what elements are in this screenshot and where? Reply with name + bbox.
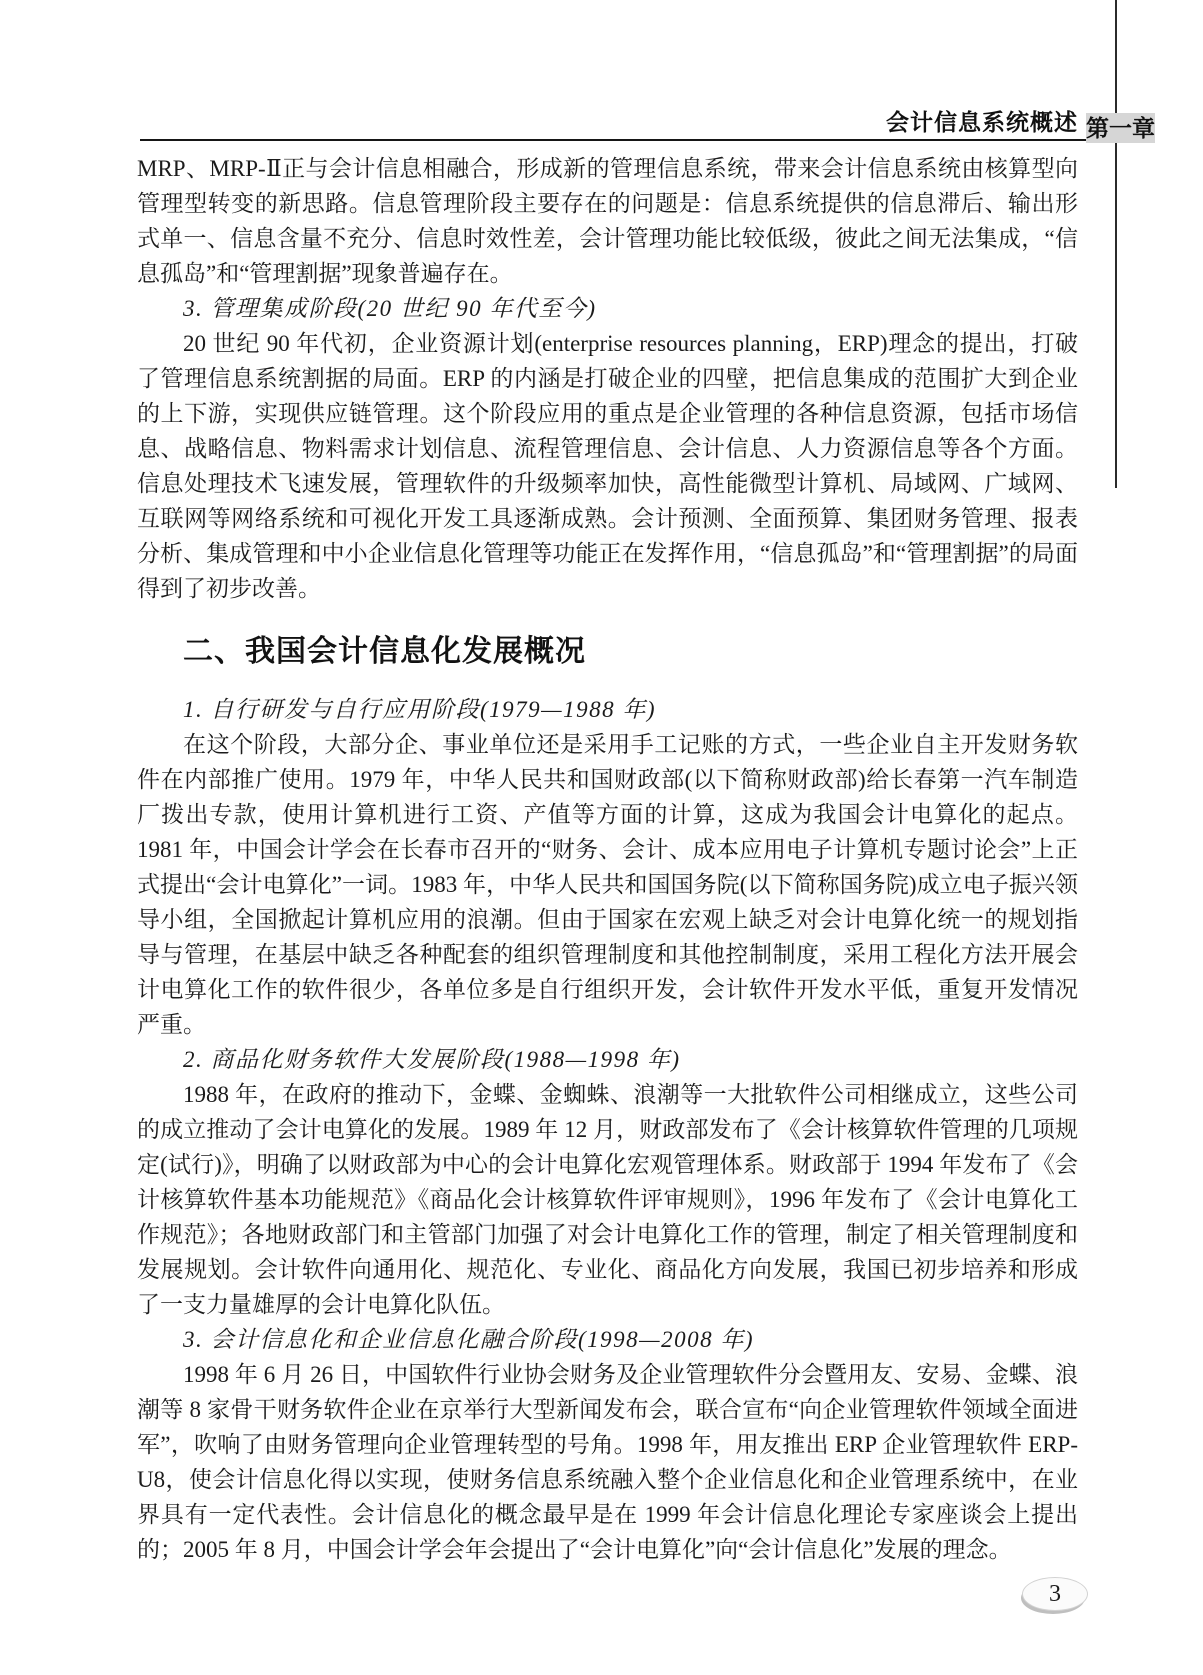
page-content (137, 151, 1078, 1567)
header-horizontal-rule (140, 139, 1155, 141)
stage-subheading: 2. 商品化财务软件大发展阶段(1988—1998 年) (183, 1047, 681, 1072)
body-paragraph: 在这个阶段，大部分企、事业单位还是采用手工记账的方式，一些企业自主开发财务软件在内部推广使用。1979 年，中华人民共和国财政部(以下简称财政部)给长春第一汽车制造厂拨出专款，使用计算机进行工资、产值等方面的计算，这成为我国会计电算化的起点。1981 年，中国会计学会在长春市召开的“财务、会计、成本应用电子计算机专题讨论会”上正式提出“会计电算化”一词。1983 年，中华人民共和国国务院(以下简称国务院)成立电子振兴领导小组，全国掀起计算机应用的浪潮。但由于国家在宏观上缺乏对会计电算化统一的规划指导与管理，在基层中缺乏各种配套的组织管理制度和其他控制制度，采用工程化方法开展会计电算化工作的软件很少，各单位多是自行组织开发，会计软件开发水平低，重复开发情况严重。 (137, 732, 1078, 1037)
body-paragraph: MRP、MRP-Ⅱ正与会计信息相融合，形成新的管理信息系统，带来会计信息系统由核算型向管理型转变的新思路。信息管理阶段主要存在的问题是：信息系统提供的信息滞后、输出形式单一、信息含量不充分、信息时效性差，会计管理功能比较低级，彼此之间无法集成，“信息孤岛”和“管理割据”现象普遍存在。 (137, 156, 1078, 286)
chapter-badge: 第一章 (1086, 115, 1155, 141)
stage-subheading: 3. 管理集成阶段(20 世纪 90 年代至今) (183, 296, 597, 321)
stage-subheading: 3. 会计信息化和企业信息化融合阶段(1998—2008 年) (183, 1327, 755, 1352)
header-vertical-rule (1115, 0, 1117, 488)
stage-subheading: 1. 自行研发与自行应用阶段(1979—1988 年) (183, 697, 657, 722)
page-number: 3 (1022, 1577, 1088, 1611)
body-paragraph: 1998 年 6 月 26 日，中国软件行业协会财务及企业管理软件分会暨用友、安易、金蝶、浪潮等 8 家骨干财务软件企业在京举行大型新闻发布会，联合宣布“向企业管理软件领域全面进军”，吹响了由财务管理向企业管理转型的号角。1998 年，用友推出 ERP 企业管理软件 ERP-U8，使会计信息化得以实现，使财务信息系统融入整个企业信息化和企业管理系统中，在业界具有一定代表性。会计信息化的概念最早是在 1999 年会计信息化理论专家座谈会上提出的；2005 年 8 月，中国会计学会年会提出了“会计电算化”向“会计信息化”发展的理念。 (137, 1362, 1078, 1562)
body-paragraph: 1988 年，在政府的推动下，金蝶、金蜘蛛、浪潮等一大批软件公司相继成立，这些公司的成立推动了会计电算化的发展。1989 年 12 月，财政部发布了《会计核算软件管理的几项规定(试行)》，明确了以财政部为中心的会计电算化宏观管理体系。财政部于 1994 年发布了《会计核算软件基本功能规范》《商品化会计核算软件评审规则》，1996 年发布了《会计电算化工作规范》；各地财政部门和主管部门加强了对会计电算化工作的管理，制定了相关管理制度和发展规划。会计软件向通用化、规范化、专业化、商品化方向发展，我国已初步培养和形成了一支力量雄厚的会计电算化队伍。 (137, 1082, 1078, 1317)
body-paragraph: 20 世纪 90 年代初，企业资源计划(enterprise resources planning，ERP)理念的提出，打破了管理信息系统割据的局面。ERP 的内涵是打破企业的四壁，把信息集成的范围扩大到企业的上下游，实现供应链管理。这个阶段应用的重点是企业管理的各种信息资源，包括市场信息、战略信息、物料需求计划信息、流程管理信息、会计信息、人力资源信息等各个方面。信息处理技术飞速发展，管理软件的升级频率加快，高性能微型计算机、局域网、广域网、互联网等网络系统和可视化开发工具逐渐成熟。会计预测、全面预算、集团财务管理、报表分析、集成管理和中小企业信息化管理等功能正在发挥作用，“信息孤岛”和“管理割据”的局面得到了初步改善。 (137, 331, 1078, 601)
section-heading: 二、我国会计信息化发展概况 (183, 635, 586, 668)
running-title: 会计信息系统概述 (886, 109, 1078, 135)
